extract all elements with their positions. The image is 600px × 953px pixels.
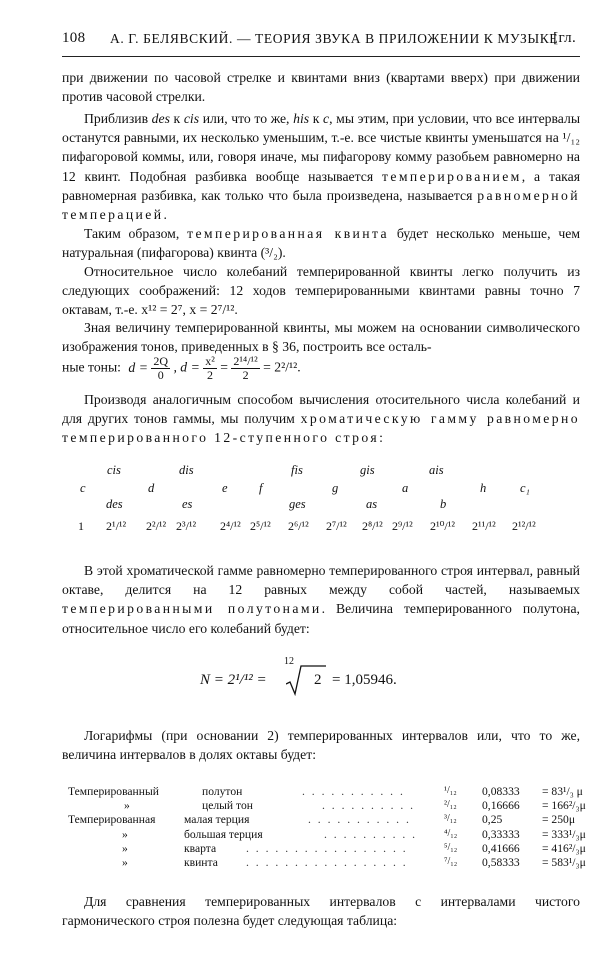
log-row: Темперированный полутон . . . . . . . . . . . ¹/₁₂ 0,08333 = 83¹/₃ μ bbox=[68, 785, 583, 798]
note-as: as bbox=[366, 497, 378, 511]
log-table bbox=[62, 785, 586, 870]
log-row: » квинта . . . . . . . . . . . . . . . . . ⁷/₁₂ 0,58333 = 583¹/₃μ bbox=[122, 855, 586, 869]
note-ais: ais bbox=[429, 463, 444, 477]
value-8: 2⁸/¹² bbox=[362, 519, 383, 533]
header-rule bbox=[62, 56, 580, 57]
note-f: f bbox=[259, 481, 263, 495]
fraction-3: $\frac{\text{2¹⁴/¹²}}{2}$ bbox=[233, 354, 258, 382]
value-5: 2⁵/¹² bbox=[250, 519, 271, 533]
value-11: 2¹¹/¹² bbox=[472, 519, 496, 533]
note-h: h bbox=[480, 481, 487, 495]
term-tempered-semitones: темперированными полутонами bbox=[62, 601, 322, 617]
value-7: 2⁷/¹² bbox=[326, 519, 347, 533]
term-tempering: темперирoванием bbox=[382, 168, 522, 184]
value-9: 2⁹/¹² bbox=[392, 519, 413, 533]
note-b: b bbox=[440, 497, 447, 511]
paragraph-7: В этой хроматической гамме равномерно темперированного строя интервал, равный октаве, делится на 12 равных между собой частей, называемых темперированными полутонами. Величина темперированного полутона, относительное число его колебаний будет: bbox=[62, 563, 580, 636]
log-row: » большая терция . . . . . . . . . . ⁴/₁₂ 0,33333 = 333¹/₃μ bbox=[122, 827, 586, 841]
value-1: 2¹/¹² bbox=[106, 519, 127, 533]
fraction-2: $\frac{\text{x²}}{2}$ bbox=[205, 354, 215, 382]
note-ges: ges bbox=[289, 497, 306, 511]
paragraph-5: Зная величину темперированной квинты, мы можем на основании символического изображения тонов, приведенных в § 36, построить все осталь- bbox=[62, 320, 580, 355]
note-fis: fis bbox=[291, 463, 303, 477]
root-index: 12 bbox=[284, 656, 294, 667]
paragraph-2: Приблизив des к cis или, что то же, his к c, мы этим, при условии, что все интервалы останутся равными, их несколько уменьшим, т.-е. все чистые квинты уменьшатся на ¹/₁₂ пифагоровой коммы, или, говоря иначе, мы пифагорову комму разобьем равномерно на 12 квинт. Подобная разбивка вообще называется темперирoванием, а такая равномерная разбивка, как только что была произведена, называется равномерной темперацией. bbox=[62, 111, 581, 223]
note-c: c bbox=[80, 481, 86, 495]
note-d: d bbox=[148, 481, 155, 495]
value-4: 2⁴/¹² bbox=[220, 519, 241, 533]
note-a: a bbox=[402, 481, 409, 495]
chromatic-scale-table bbox=[62, 463, 580, 537]
fraction-1: $\frac{2Q}{0}$ bbox=[153, 354, 169, 382]
paragraph-9: Для сравнения темперированных интервалов с интервалами чистого гармонического строя полезна будет следующая таблица: bbox=[62, 894, 580, 929]
value-10: 2¹⁰/¹² bbox=[430, 519, 455, 533]
paragraph-8: Логарифмы (при основании 2) темперированных интервалов или, что то же, величина интервалов в долях октавы будет: bbox=[62, 728, 580, 763]
paragraph-1: при движении по часовой стрелке и квинтами вниз (квартами вверх) при движении против часовой стрелки. bbox=[62, 70, 580, 105]
term-equal-temperament: равномерной темперацией bbox=[62, 187, 580, 223]
formula-semitone: N = 2¹/¹² = 12 2 = 1,05946. bbox=[200, 662, 460, 698]
log-row: » кварта . . . . . . . . . . . . . . . . . ⁵/₁₂ 0,41666 = 416²/₃μ bbox=[122, 841, 586, 855]
running-title: А. Г. БЕЛЯВСКИЙ. — ТЕОРИЯ ЗВУКА В ПРИЛОЖЕНИИ К МУЗЫКЕ bbox=[110, 31, 559, 46]
log-row: » целый тон . . . . . . . . . . ²/₁₂ 0,16666 = 166²/₃μ bbox=[124, 799, 586, 813]
formula-tones: ные тоны: d = $\frac{2Q}{0}$ , d = $\frac{\text{x²}}{2}$ = $\frac{\text{2¹⁴/¹²}}{2}$ = 2²/¹². bbox=[62, 354, 301, 382]
paragraph-3: Таким образом, темперированная квинта будет несколько меньше, чем натуральная (пифагорова) квинта (³/₂). bbox=[62, 226, 580, 261]
note-dis: dis bbox=[179, 463, 194, 477]
chapter-marker: [гл. bbox=[553, 30, 576, 46]
note-es: es bbox=[182, 497, 193, 511]
note-gis: gis bbox=[360, 463, 375, 477]
page-number: 108 bbox=[62, 30, 86, 46]
value-2: 2²/¹² bbox=[146, 519, 167, 533]
value-3: 2³/¹² bbox=[176, 519, 197, 533]
term-tempered-fifth: темперированная квинта bbox=[187, 226, 390, 241]
note-e: e bbox=[222, 481, 228, 495]
log-row: Темперированная малая терция . . . . . . . . . . . ³/₁₂ 0,25 = 250μ bbox=[68, 813, 576, 827]
note-g: g bbox=[332, 481, 339, 495]
note-cis: cis bbox=[107, 463, 121, 477]
value-6: 2⁶/¹² bbox=[288, 519, 309, 533]
note-c1: c₁ bbox=[520, 481, 530, 495]
paragraph-4: Относительное число колебаний темперированной квинты легко получить из следующих соображений: 12 ходов темперированными квинтами равны точно 7 октавам, т.-е. x¹² = 2⁷, x = 2⁷/¹². bbox=[62, 264, 580, 318]
term-chromatic-scale: хроматическую гамму равномерно темперированного 12-ступенного строя bbox=[62, 411, 580, 446]
note-des: des bbox=[106, 497, 123, 511]
paragraph-6: Производя аналогичным способом вычисления отосительного числа колебаний и для других тонов гаммы, мы получим хроматическую гамму равномерно темперированного 12-ступенного строя: bbox=[62, 392, 580, 446]
value-0: 1 bbox=[78, 519, 84, 533]
value-12: 2¹²/¹² bbox=[512, 519, 536, 533]
page-header bbox=[62, 30, 576, 54]
